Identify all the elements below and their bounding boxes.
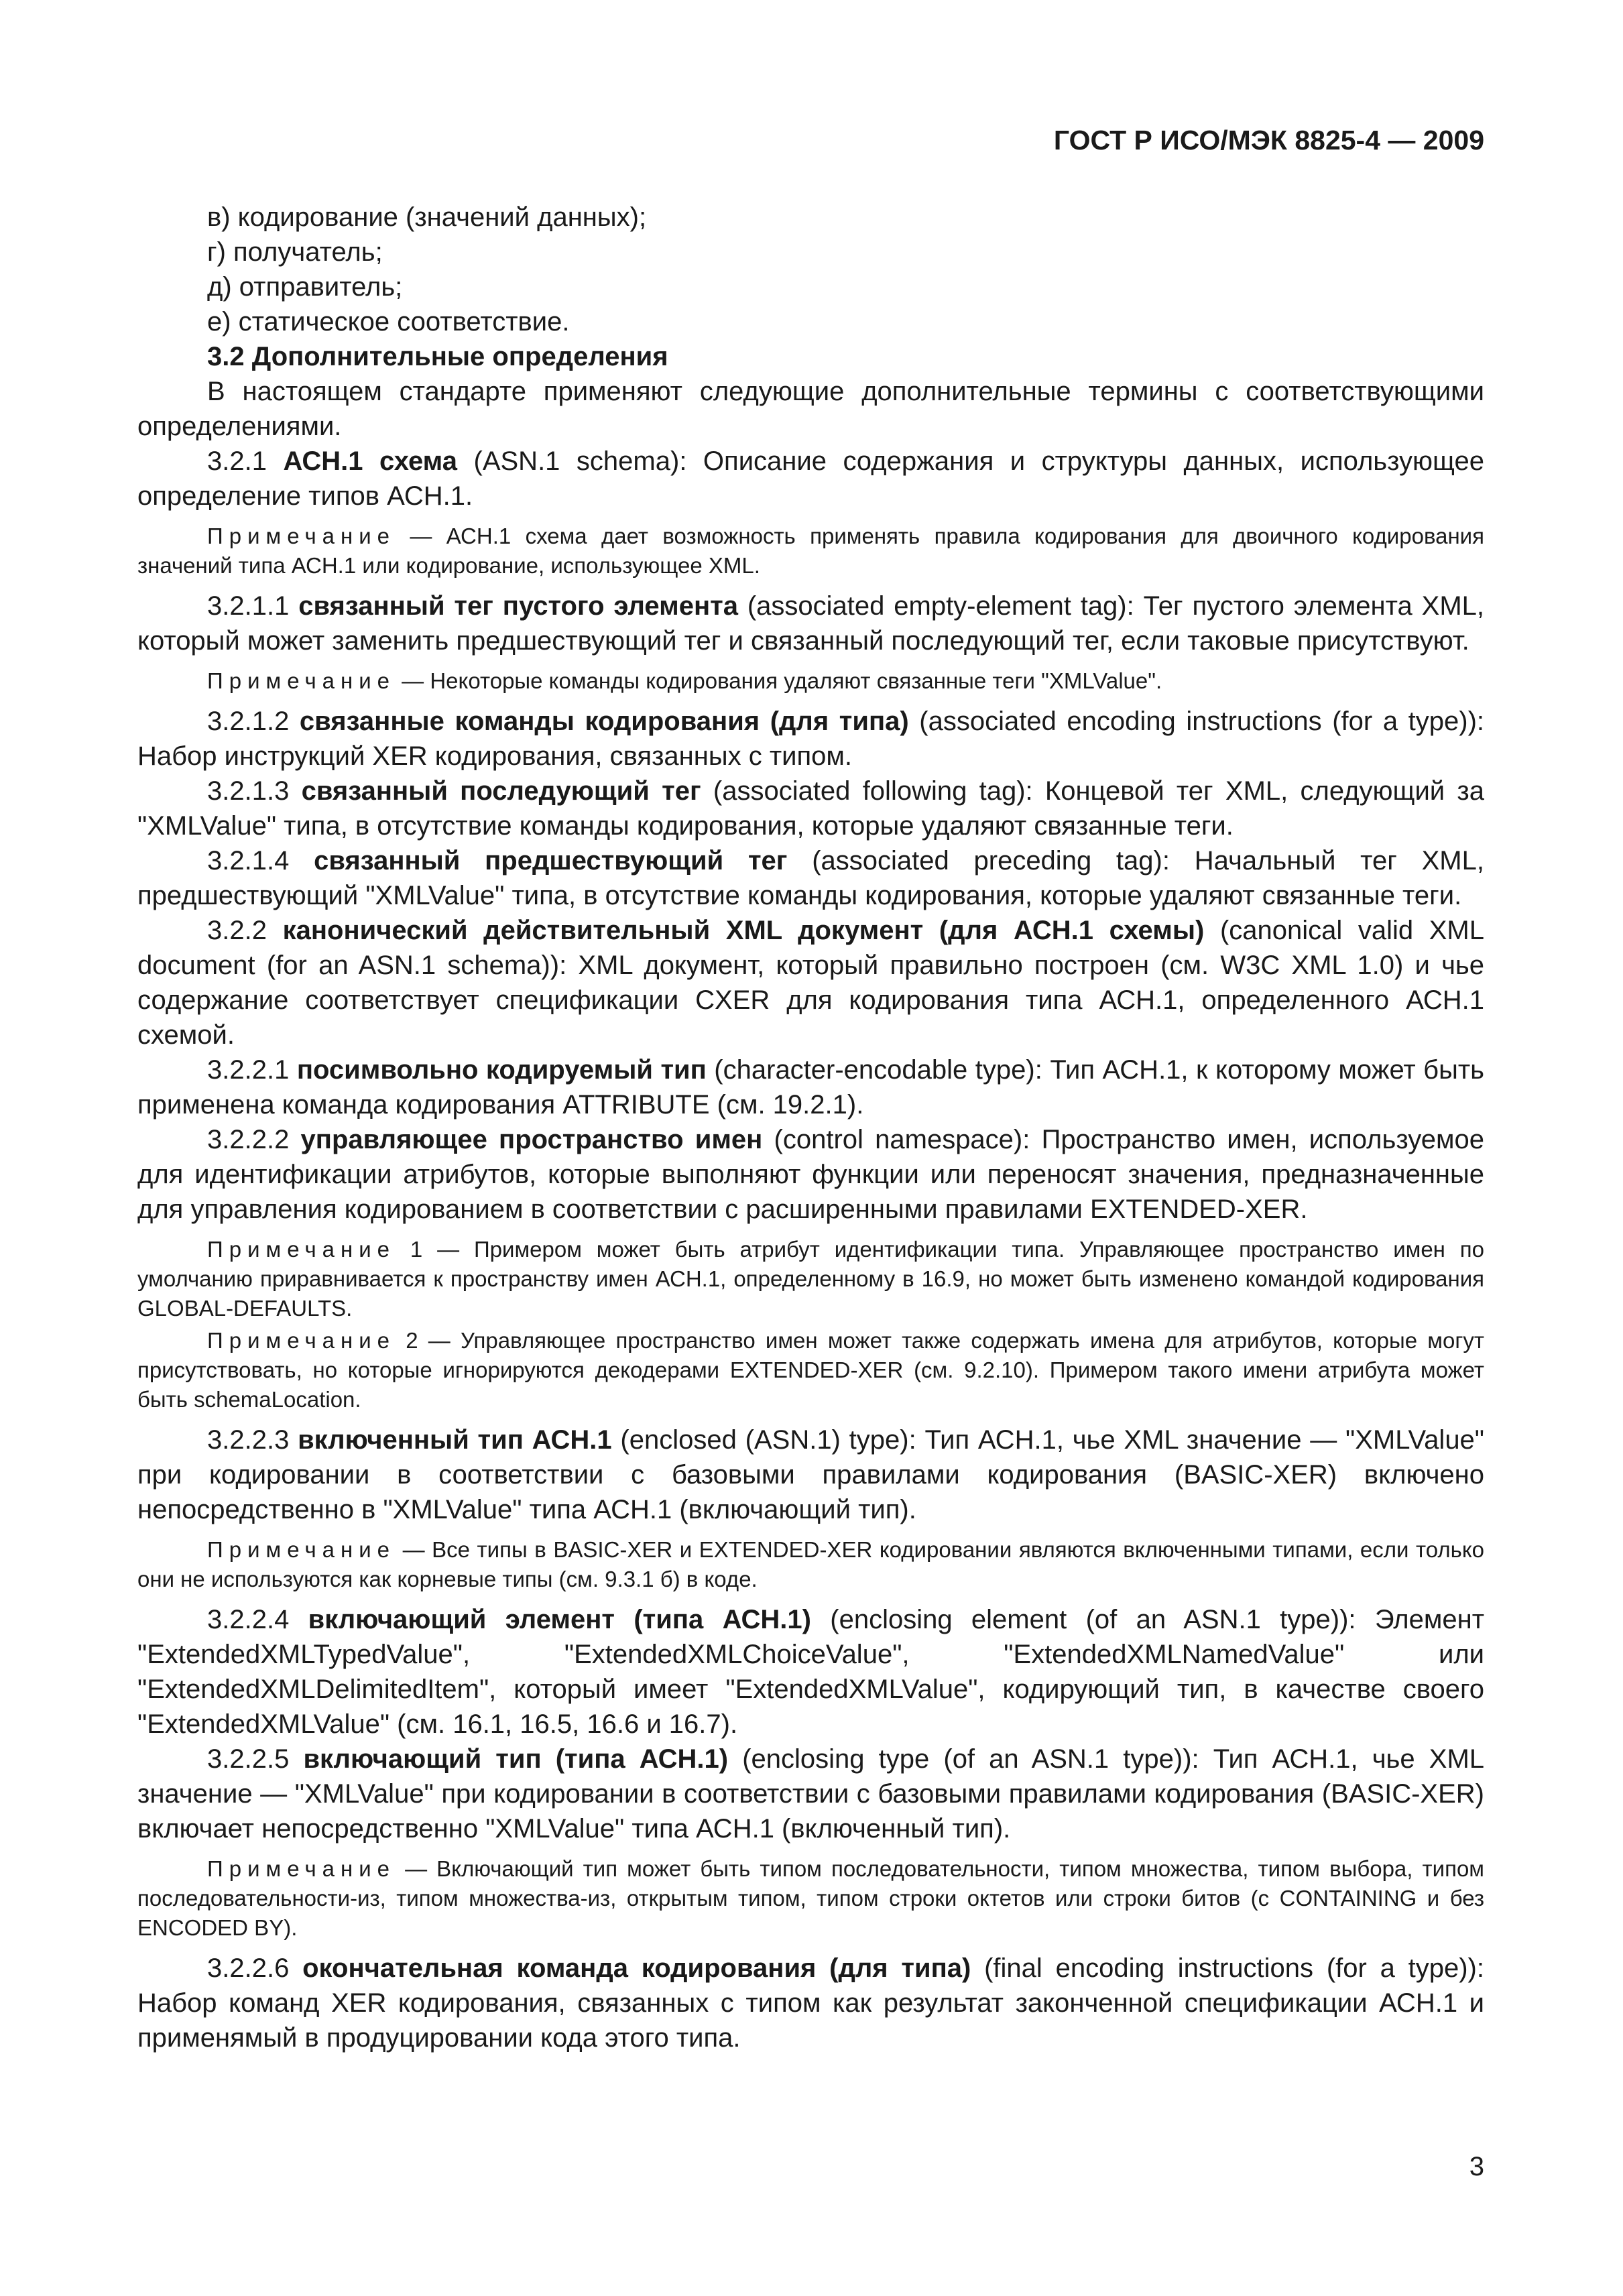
note-text: — АСН.1 схема дает возможность применять правила кодирования для двоичного кодирования значений типа АСН.1 или кодирование, использующее XML. <box>137 524 1484 578</box>
definition-number: 3.2.2.4 <box>207 1605 308 1634</box>
page-content <box>137 200 1484 2055</box>
definition-3-2-2-5 <box>137 1742 1484 1846</box>
definition-term: связанные команды кодирования (для типа) <box>299 707 909 736</box>
definition-number: 3.2.2 <box>207 916 283 945</box>
definition-number: 3.2.2.1 <box>207 1055 297 1085</box>
definition-term: включенный тип АСН.1 <box>298 1425 612 1455</box>
definition-text: (canonical valid XML document (for an ASN.1 schema)): XML документ, который правильно построен (см. W3C XML 1.0) и чье содержание соответствует спецификации CXER для кодирования типа АСН.1, определенного АСН.1 схемой. <box>137 916 1484 1050</box>
definition-text: (enclosed (ASN.1) type): Тип АСН.1, чье XML значение — "XMLValue" при кодировании в соответствии с базовыми правилами кодирования (BASIC-XER) включено непосредственно в "XMLValue" типа АСН.1 (включающий тип). <box>137 1425 1485 1524</box>
page-number: 3 <box>1469 2152 1484 2181</box>
definition-3-2-2-1 <box>137 1052 1484 1122</box>
definition-3-2-1-2 <box>137 704 1484 774</box>
definition-text: (associated encoding instructions (for a type)): Набор инструкций XER кодирования, связанных с типом. <box>137 707 1485 771</box>
list-item: д) отправитель; <box>207 272 403 302</box>
definition-number: 3.2.2.3 <box>207 1425 298 1455</box>
definition-number: 3.2.1 <box>207 446 284 476</box>
note-text: 1 — Примером может быть атрибут идентификации типа. Управляющее пространство имен по умолчанию приравнивается к пространству имен АСН.1, определенному в 16.9, но может быть изменено командой кодирования GLOBAL-DEFAULTS. <box>137 1237 1484 1321</box>
definition-term: связанный тег пустого элемента <box>298 591 738 621</box>
definition-3-2-2-4 <box>137 1602 1484 1742</box>
note-label: Примечание <box>207 524 396 548</box>
definition-3-2-2-6 <box>137 1951 1484 2055</box>
definition-term: АСН.1 схема <box>283 446 457 476</box>
list-item: в) кодирование (значений данных); <box>207 202 647 232</box>
definition-3-2-1-1 <box>137 589 1484 658</box>
definition-term: связанный предшествующий тег <box>314 846 788 875</box>
list-item: г) получатель; <box>207 237 383 267</box>
definition-number: 3.2.2.5 <box>207 1744 304 1774</box>
note-label: Примечание <box>207 1328 396 1353</box>
definition-3-2-2 <box>137 913 1484 1052</box>
note <box>137 1854 1484 1943</box>
note-text: — Некоторые команды кодирования удаляют связанные теги "XMLValue". <box>396 668 1162 693</box>
definition-term: включающий элемент (типа АСН.1) <box>308 1605 811 1634</box>
definition-number: 3.2.2.2 <box>207 1125 301 1154</box>
note-label: Примечание <box>207 1237 396 1262</box>
definition-text: (final encoding instructions (for a type)): Набор команд XER кодирования, связанных с типом как результат законченной спецификации АСН.1 и применямый в продуцировании кода этого типа. <box>137 1953 1484 2053</box>
definition-text: (control namespace): Пространство имен, используемое для идентификации атрибутов, которые выполняют функции или переносят значения, предназначенные для управления кодированием в соответствии с расширенными правилами EXTENDED-XER. <box>137 1125 1485 1224</box>
definition-text: (enclosing element (of an ASN.1 type)): Элемент "ExtendedXMLTypedValue", "ExtendedXMLChoiceValue", "ExtendedXMLNamedValue" или "ExtendedXMLDelimitedItem", который имеет "ExtendedXMLValue", кодирующий тип, в качестве своего "ExtendedXMLValue" (см. 16.1, 16.5, 16.6 и 16.7). <box>137 1605 1485 1739</box>
definition-term: окончательная команда кодирования (для типа) <box>302 1953 971 1983</box>
definition-text: (enclosing type (of an ASN.1 type)): Тип АСН.1, чье XML значение — "XMLValue" при кодировании в соответствии с базовыми правилами кодирования (BASIC-XER) включает непосредственно "XMLValue" типа АСН.1 (включенный тип). <box>137 1744 1485 1844</box>
definition-text: (associated empty-element tag): Тег пустого элемента XML, который может заменить предшествующий тег и связанный последующий тег, если таковые присутствуют. <box>137 591 1485 656</box>
note-text: — Включающий тип может быть типом последовательности, типом множества, типом выбора, типом последовательности-из, типом множества-из, открытым типом, типом строки октетов или строки битов (с CONTAINING и без ENCODED BY). <box>137 1856 1484 1940</box>
definition-term: управляющее пространство имен <box>300 1125 763 1154</box>
definition-number: 3.2.1.4 <box>207 846 314 875</box>
definition-number: 3.2.2.6 <box>207 1953 303 1983</box>
definition-term: включающий тип (типа АСН.1) <box>303 1744 729 1774</box>
definition-3-2-1-4 <box>137 843 1484 913</box>
note <box>137 1326 1484 1414</box>
definition-term: связанный последующий тег <box>301 776 701 806</box>
definition-text: (associated preceding tag): Начальный тег XML, предшествующий "XMLValue" типа, в отсутствие команды кодирования, которые удаляют связанные теги. <box>137 846 1484 910</box>
definition-3-2-1-3 <box>137 774 1484 843</box>
definition-text: (ASN.1 schema): Описание содержания и структуры данных, использующее определение типов АСН.1. <box>137 446 1484 511</box>
list-item: е) статическое соответствие. <box>207 307 570 337</box>
note <box>137 1235 1484 1323</box>
definition-number: 3.2.1.3 <box>207 776 302 806</box>
definition-number: 3.2.1.2 <box>207 707 300 736</box>
note-label: Примечание <box>207 1537 396 1562</box>
definition-3-2-2-3 <box>137 1423 1484 1527</box>
document-header: ГОСТ Р ИСО/МЭК 8825-4 — 2009 <box>1053 125 1484 156</box>
definition-3-2-1 <box>137 444 1484 513</box>
note-label: Примечание <box>207 668 396 693</box>
definition-number: 3.2.1.1 <box>207 591 299 621</box>
definition-3-2-2-2 <box>137 1122 1484 1227</box>
section-heading: 3.2 Дополнительные определения <box>207 342 668 371</box>
note <box>137 666 1484 696</box>
note-label: Примечание <box>207 1856 396 1881</box>
definition-term: канонический действительный XML документ (для АСН.1 схемы) <box>282 916 1205 945</box>
definition-text: (associated following tag): Концевой тег XML, следующий за "XMLValue" типа, в отсутствие команды кодирования, которые удаляют связанные теги. <box>137 776 1485 841</box>
note <box>137 522 1484 581</box>
note-text: 2 — Управляющее пространство имен может также содержать имена для атрибутов, которые могут присутствовать, но которые игнорируются декодерами EXTENDED-XER (см. 9.2.10). Примером такого имени атрибута может быть schemaLocation. <box>137 1328 1484 1412</box>
definition-text: (character-encodable type): Тип АСН.1, к которому может быть применена команда кодирования ATTRIBUTE (см. 19.2.1). <box>137 1055 1485 1120</box>
note-text: — Все типы в BASIC-XER и EXTENDED-XER кодировании являются включенными типами, если только они не используются как корневые типы (см. 9.3.1 б) в коде. <box>137 1537 1484 1591</box>
definition-term: посимвольно кодируемый тип <box>296 1055 707 1085</box>
note <box>137 1535 1484 1594</box>
intro-paragraph: В настоящем стандарте применяют следующие дополнительные термины с соответствующими определениями. <box>137 377 1484 441</box>
